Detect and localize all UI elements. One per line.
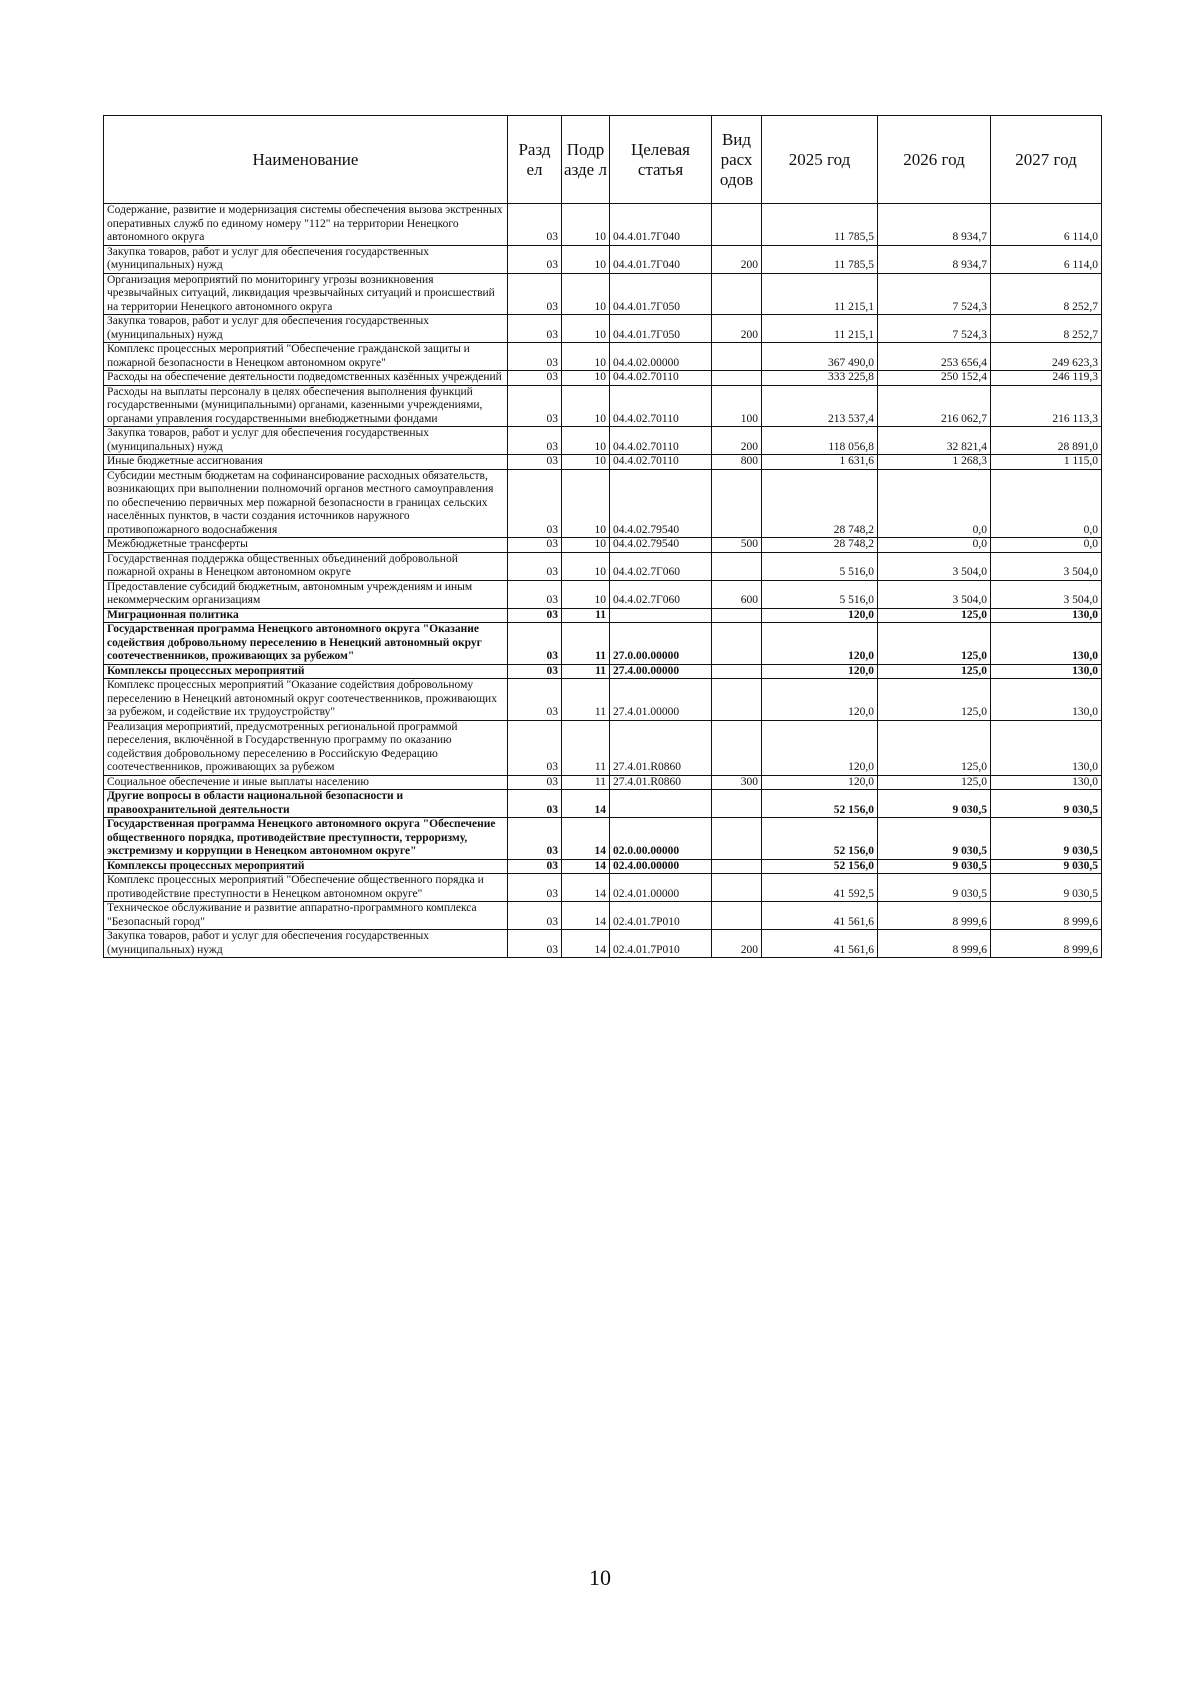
- table-row: [104, 580, 1102, 608]
- row-target-article: 04.4.01.7Г040: [610, 204, 712, 246]
- row-section: 03: [508, 790, 562, 818]
- row-value-2027: 130,0: [991, 720, 1102, 775]
- row-name: Субсидии местным бюджетам на софинансирование расходных обязательств, возникающих при выполнении полномочий органов местного самоуправления по обеспечению первичных мер пожарной безопасности в границах сельских населённых пунктов, в части создания источников наружного противопожарного водоснабжения: [104, 469, 508, 538]
- row-name: Государственная поддержка общественных объединений добровольной пожарной охраны в Ненецком автономном округе: [104, 552, 508, 580]
- row-expense-type: [712, 859, 762, 874]
- row-name: Закупка товаров, работ и услуг для обеспечения государственных (муниципальных) нужд: [104, 315, 508, 343]
- row-expense-type: 300: [712, 775, 762, 790]
- row-value-2026: 125,0: [878, 664, 991, 679]
- row-value-2025: 11 215,1: [762, 315, 878, 343]
- row-value-2025: 5 516,0: [762, 580, 878, 608]
- row-target-article: 02.4.01.7Р010: [610, 930, 712, 958]
- table-row: [104, 859, 1102, 874]
- row-value-2027: 0,0: [991, 538, 1102, 553]
- row-subsection: 10: [562, 469, 610, 538]
- row-name: Комплексы процессных мероприятий: [104, 859, 508, 874]
- row-section: 03: [508, 204, 562, 246]
- row-value-2025: 120,0: [762, 623, 878, 665]
- row-name: Закупка товаров, работ и услуг для обеспечения государственных (муниципальных) нужд: [104, 427, 508, 455]
- row-value-2027: 0,0: [991, 469, 1102, 538]
- row-expense-type: [712, 343, 762, 371]
- row-value-2025: 120,0: [762, 775, 878, 790]
- row-value-2026: 8 934,7: [878, 204, 991, 246]
- row-target-article: 27.4.01.R0860: [610, 775, 712, 790]
- table-row: [104, 720, 1102, 775]
- table-row: [104, 469, 1102, 538]
- row-value-2025: 41 592,5: [762, 874, 878, 902]
- row-value-2026: 9 030,5: [878, 790, 991, 818]
- row-section: 03: [508, 315, 562, 343]
- row-value-2025: 1 631,6: [762, 455, 878, 470]
- row-value-2027: 8 999,6: [991, 902, 1102, 930]
- row-subsection: 11: [562, 623, 610, 665]
- table-row: [104, 204, 1102, 246]
- table-row: [104, 930, 1102, 958]
- row-subsection: 14: [562, 859, 610, 874]
- row-section: 03: [508, 818, 562, 860]
- row-value-2026: 7 524,3: [878, 315, 991, 343]
- row-expense-type: [712, 720, 762, 775]
- row-subsection: 14: [562, 874, 610, 902]
- row-name: Комплекс процессных мероприятий "Обеспечение общественного порядка и противодействие преступности в Ненецком автономном округе": [104, 874, 508, 902]
- table-row: [104, 343, 1102, 371]
- row-value-2026: 125,0: [878, 608, 991, 623]
- row-name: Межбюджетные трансферты: [104, 538, 508, 553]
- row-name: Государственная программа Ненецкого автономного округа "Оказание содействия добровольному переселению в Ненецкий автономный округ соотечественников, проживающих за рубежом": [104, 623, 508, 665]
- row-name: Комплекс процессных мероприятий "Обеспечение гражданской защиты и пожарной безопасности в Ненецком автономном округе": [104, 343, 508, 371]
- row-name: Закупка товаров, работ и услуг для обеспечения государственных (муниципальных) нужд: [104, 930, 508, 958]
- row-value-2025: 11 785,5: [762, 245, 878, 273]
- row-value-2025: 52 156,0: [762, 818, 878, 860]
- row-value-2026: 0,0: [878, 538, 991, 553]
- row-name: Государственная программа Ненецкого автономного округа "Обеспечение общественного порядка, противодействие преступности, терроризму, экстремизму и коррупции в Ненецком автономном округе": [104, 818, 508, 860]
- page-number: 10: [589, 1565, 611, 1590]
- row-expense-type: [712, 273, 762, 315]
- row-target-article: 04.4.02.7Г060: [610, 580, 712, 608]
- row-target-article: 27.4.01.00000: [610, 679, 712, 721]
- row-value-2026: 3 504,0: [878, 552, 991, 580]
- row-subsection: 11: [562, 679, 610, 721]
- row-value-2025: 333 225,8: [762, 371, 878, 386]
- row-name: Расходы на выплаты персоналу в целях обеспечения выполнения функций государственными (муниципальными) органами, казенными учреждениями, органами управления государственными внебюджетными фондами: [104, 385, 508, 427]
- row-value-2027: 9 030,5: [991, 874, 1102, 902]
- row-expense-type: [712, 552, 762, 580]
- table-row: [104, 538, 1102, 553]
- row-subsection: 11: [562, 608, 610, 623]
- row-target-article: [610, 790, 712, 818]
- row-section: 03: [508, 455, 562, 470]
- row-value-2025: 118 056,8: [762, 427, 878, 455]
- row-subsection: 11: [562, 720, 610, 775]
- header-2027: 2027 год: [991, 116, 1102, 204]
- row-target-article: 27.4.01.R0860: [610, 720, 712, 775]
- row-value-2027: 130,0: [991, 664, 1102, 679]
- row-value-2025: 28 748,2: [762, 538, 878, 553]
- row-section: 03: [508, 427, 562, 455]
- row-expense-type: 600: [712, 580, 762, 608]
- table-row: [104, 273, 1102, 315]
- row-value-2025: 41 561,6: [762, 930, 878, 958]
- row-target-article: 04.4.02.70110: [610, 427, 712, 455]
- row-name: Содержание, развитие и модернизация системы обеспечения вызова экстренных оперативных служб по единому номеру "112" на территории Ненецкого автономного округа: [104, 204, 508, 246]
- row-name: Социальное обеспечение и иные выплаты населению: [104, 775, 508, 790]
- row-value-2025: 120,0: [762, 720, 878, 775]
- row-section: 03: [508, 623, 562, 665]
- table-row: [104, 552, 1102, 580]
- row-subsection: 10: [562, 538, 610, 553]
- row-value-2026: 125,0: [878, 775, 991, 790]
- row-expense-type: [712, 608, 762, 623]
- row-value-2025: 11 785,5: [762, 204, 878, 246]
- row-subsection: 14: [562, 930, 610, 958]
- row-target-article: 04.4.02.79540: [610, 469, 712, 538]
- table-row: [104, 775, 1102, 790]
- header-subsection: Подр азде л: [562, 116, 610, 204]
- row-subsection: 14: [562, 818, 610, 860]
- row-subsection: 10: [562, 315, 610, 343]
- row-value-2027: 8 252,7: [991, 315, 1102, 343]
- row-value-2027: 28 891,0: [991, 427, 1102, 455]
- table-row: [104, 315, 1102, 343]
- row-expense-type: [712, 664, 762, 679]
- row-expense-type: [712, 469, 762, 538]
- row-target-article: 04.4.02.70110: [610, 455, 712, 470]
- row-value-2026: 250 152,4: [878, 371, 991, 386]
- table-row: [104, 902, 1102, 930]
- table-row: [104, 427, 1102, 455]
- row-value-2025: 28 748,2: [762, 469, 878, 538]
- row-section: 03: [508, 343, 562, 371]
- row-value-2026: 9 030,5: [878, 818, 991, 860]
- row-value-2027: 6 114,0: [991, 245, 1102, 273]
- row-name: Техническое обслуживание и развитие аппаратно-программного комплекса "Безопасный город": [104, 902, 508, 930]
- table-row: [104, 818, 1102, 860]
- row-target-article: 04.4.01.7Г050: [610, 315, 712, 343]
- row-value-2027: 246 119,3: [991, 371, 1102, 386]
- row-subsection: 10: [562, 204, 610, 246]
- row-subsection: 11: [562, 775, 610, 790]
- row-value-2025: 120,0: [762, 664, 878, 679]
- row-section: 03: [508, 385, 562, 427]
- row-target-article: [610, 608, 712, 623]
- row-name: Предоставление субсидий бюджетным, автономным учреждениям и иным некоммерческим организациям: [104, 580, 508, 608]
- row-expense-type: [712, 818, 762, 860]
- row-value-2025: 120,0: [762, 608, 878, 623]
- row-value-2027: 249 623,3: [991, 343, 1102, 371]
- row-name: Организация мероприятий по мониторингу угрозы возникновения чрезвычайных ситуаций, ликвидация чрезвычайных ситуаций и происшествий на территории Ненецкого автономного округа: [104, 273, 508, 315]
- row-value-2025: 41 561,6: [762, 902, 878, 930]
- row-value-2026: 125,0: [878, 720, 991, 775]
- row-subsection: 10: [562, 343, 610, 371]
- row-value-2027: 9 030,5: [991, 859, 1102, 874]
- row-expense-type: 200: [712, 427, 762, 455]
- row-subsection: 14: [562, 790, 610, 818]
- row-value-2027: 9 030,5: [991, 818, 1102, 860]
- row-subsection: 11: [562, 664, 610, 679]
- row-target-article: 04.4.02.00000: [610, 343, 712, 371]
- row-value-2025: 120,0: [762, 679, 878, 721]
- row-section: 03: [508, 245, 562, 273]
- row-name: Закупка товаров, работ и услуг для обеспечения государственных (муниципальных) нужд: [104, 245, 508, 273]
- row-target-article: 02.4.00.00000: [610, 859, 712, 874]
- row-value-2026: 8 999,6: [878, 930, 991, 958]
- row-target-article: 27.0.00.00000: [610, 623, 712, 665]
- row-value-2025: 52 156,0: [762, 859, 878, 874]
- row-target-article: 27.4.00.00000: [610, 664, 712, 679]
- row-section: 03: [508, 874, 562, 902]
- row-subsection: 10: [562, 371, 610, 386]
- row-value-2026: 253 656,4: [878, 343, 991, 371]
- row-value-2025: 11 215,1: [762, 273, 878, 315]
- row-value-2026: 9 030,5: [878, 859, 991, 874]
- row-section: 03: [508, 859, 562, 874]
- row-value-2027: 8 252,7: [991, 273, 1102, 315]
- row-name: Миграционная политика: [104, 608, 508, 623]
- row-name: Расходы на обеспечение деятельности подведомственных казённых учреждений: [104, 371, 508, 386]
- row-value-2026: 7 524,3: [878, 273, 991, 315]
- row-expense-type: [712, 371, 762, 386]
- row-section: 03: [508, 930, 562, 958]
- row-value-2026: 3 504,0: [878, 580, 991, 608]
- row-section: 03: [508, 608, 562, 623]
- row-section: 03: [508, 902, 562, 930]
- row-value-2027: 130,0: [991, 608, 1102, 623]
- table-body: [104, 204, 1102, 958]
- row-value-2027: 9 030,5: [991, 790, 1102, 818]
- row-value-2027: 3 504,0: [991, 580, 1102, 608]
- row-subsection: 10: [562, 273, 610, 315]
- row-expense-type: 200: [712, 315, 762, 343]
- table-row: [104, 679, 1102, 721]
- table-row: [104, 664, 1102, 679]
- row-value-2026: 32 821,4: [878, 427, 991, 455]
- row-value-2026: 216 062,7: [878, 385, 991, 427]
- table-row: [104, 371, 1102, 386]
- row-expense-type: 800: [712, 455, 762, 470]
- row-value-2027: 216 113,3: [991, 385, 1102, 427]
- header-expense-type: Вид расх одов: [712, 116, 762, 204]
- row-expense-type: 200: [712, 245, 762, 273]
- table-row: [104, 874, 1102, 902]
- table-row: [104, 385, 1102, 427]
- row-target-article: 02.4.01.7Р010: [610, 902, 712, 930]
- row-section: 03: [508, 371, 562, 386]
- row-name: Реализация мероприятий, предусмотренных региональной программой переселения, включённой в Государственную программу по оказанию содействия добровольному переселению в Российскую Федерацию соотечественников, проживающих за рубежом: [104, 720, 508, 775]
- row-section: 03: [508, 664, 562, 679]
- row-section: 03: [508, 273, 562, 315]
- row-value-2026: 0,0: [878, 469, 991, 538]
- row-expense-type: [712, 204, 762, 246]
- row-subsection: 14: [562, 902, 610, 930]
- row-target-article: 02.4.01.00000: [610, 874, 712, 902]
- row-target-article: 04.4.01.7Г040: [610, 245, 712, 273]
- header-2025: 2025 год: [762, 116, 878, 204]
- header-2026: 2026 год: [878, 116, 991, 204]
- table-row: [104, 608, 1102, 623]
- row-expense-type: [712, 679, 762, 721]
- row-value-2025: 213 537,4: [762, 385, 878, 427]
- row-expense-type: [712, 790, 762, 818]
- row-value-2026: 8 999,6: [878, 902, 991, 930]
- row-target-article: 04.4.02.70110: [610, 385, 712, 427]
- row-value-2027: 6 114,0: [991, 204, 1102, 246]
- row-value-2027: 130,0: [991, 775, 1102, 790]
- header-name: Наименование: [104, 116, 508, 204]
- table-row: [104, 623, 1102, 665]
- table-row: [104, 790, 1102, 818]
- row-expense-type: [712, 902, 762, 930]
- row-value-2027: 3 504,0: [991, 552, 1102, 580]
- row-value-2025: 52 156,0: [762, 790, 878, 818]
- row-section: 03: [508, 775, 562, 790]
- row-value-2027: 130,0: [991, 623, 1102, 665]
- row-target-article: 04.4.02.70110: [610, 371, 712, 386]
- header-target-article: Целевая статья: [610, 116, 712, 204]
- row-expense-type: 100: [712, 385, 762, 427]
- row-subsection: 10: [562, 552, 610, 580]
- row-expense-type: 500: [712, 538, 762, 553]
- row-section: 03: [508, 580, 562, 608]
- row-expense-type: [712, 623, 762, 665]
- row-value-2026: 9 030,5: [878, 874, 991, 902]
- row-value-2027: 130,0: [991, 679, 1102, 721]
- row-name: Иные бюджетные ассигнования: [104, 455, 508, 470]
- row-subsection: 10: [562, 580, 610, 608]
- row-value-2026: 125,0: [878, 623, 991, 665]
- row-name: Комплекс процессных мероприятий "Оказание содействия добровольному переселению в Ненецкий автономный округ соотечественников, проживающих за рубежом, и содействие их трудоустройству": [104, 679, 508, 721]
- budget-table: [103, 115, 1102, 958]
- table-header: [104, 116, 1102, 204]
- table-row: [104, 245, 1102, 273]
- row-value-2025: 367 490,0: [762, 343, 878, 371]
- table-row: [104, 455, 1102, 470]
- row-expense-type: [712, 874, 762, 902]
- row-target-article: 02.0.00.00000: [610, 818, 712, 860]
- row-value-2026: 125,0: [878, 679, 991, 721]
- row-value-2026: 8 934,7: [878, 245, 991, 273]
- row-section: 03: [508, 469, 562, 538]
- row-target-article: 04.4.01.7Г050: [610, 273, 712, 315]
- row-value-2027: 1 115,0: [991, 455, 1102, 470]
- row-subsection: 10: [562, 455, 610, 470]
- row-section: 03: [508, 538, 562, 553]
- row-section: 03: [508, 720, 562, 775]
- row-target-article: 04.4.02.7Г060: [610, 552, 712, 580]
- row-subsection: 10: [562, 385, 610, 427]
- row-value-2025: 5 516,0: [762, 552, 878, 580]
- row-target-article: 04.4.02.79540: [610, 538, 712, 553]
- row-subsection: 10: [562, 427, 610, 455]
- row-value-2027: 8 999,6: [991, 930, 1102, 958]
- row-section: 03: [508, 552, 562, 580]
- row-name: Комплексы процессных мероприятий: [104, 664, 508, 679]
- row-subsection: 10: [562, 245, 610, 273]
- row-section: 03: [508, 679, 562, 721]
- row-value-2026: 1 268,3: [878, 455, 991, 470]
- row-expense-type: 200: [712, 930, 762, 958]
- header-section: Разд ел: [508, 116, 562, 204]
- row-name: Другие вопросы в области национальной безопасности и правоохранительной деятельности: [104, 790, 508, 818]
